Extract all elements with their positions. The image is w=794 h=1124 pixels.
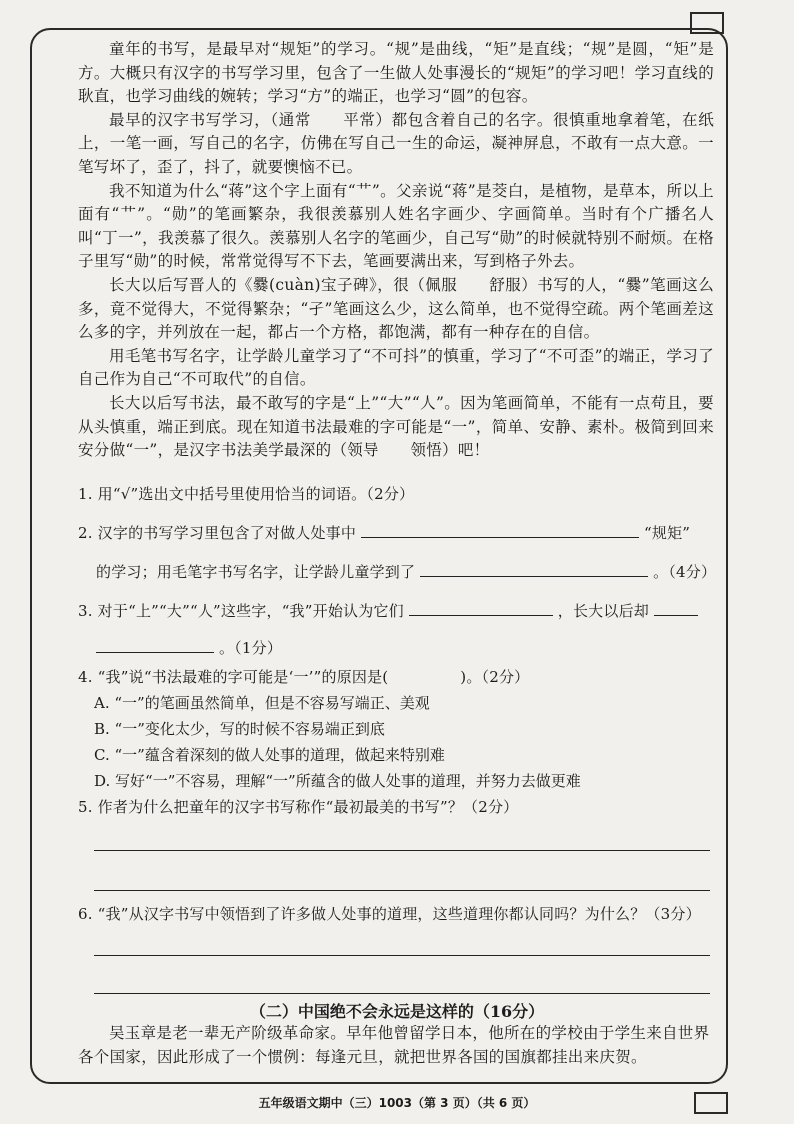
answer-blank[interactable] <box>654 601 698 616</box>
answer-line[interactable] <box>94 955 710 956</box>
score-box-top <box>690 12 724 34</box>
answer-blank[interactable] <box>409 601 553 616</box>
section-2-paragraph: 吴玉章是老一辈无产阶级革命家。早年他曾留学日本，他所在的学校由于学生来自世界各个国家，因此形成了一个惯例：每逢元旦，就把世界各国的国旗都挂出来庆贺。 <box>78 1024 710 1066</box>
answer-blank[interactable] <box>420 562 648 577</box>
reading-passage <box>78 38 714 463</box>
question-4-points: )。（2分） <box>460 668 530 686</box>
passage-paragraph: 用毛笔书写名字，让学龄儿童学习了“不可抖”的慎重，学习了“不可歪”的端正，学习了自己作为自己“不可取代”的自信。 <box>78 346 714 389</box>
option-d: D. 写好“一”不容易，理解“一”所蕴含的做人处事的道理，并努力去做更难 <box>94 772 581 790</box>
passage-paragraph: 童年的书写，是最早对“规矩”的学习。“规”是曲线，“矩”是直线；“规”是圆，“矩”是方。大概只有汉字的书写学习里，包含了一生做人处事漫长的“规矩”的学习吧！学习直线的耿直，也学习曲线的婉转；学习“方”的端正，也学习“圆”的包容。 <box>78 40 714 106</box>
question-4 <box>78 666 529 687</box>
passage-paragraph: 最早的汉字书写学习，（通常 平常）都包含着自己的名字。很慎重地拿着笔，在纸上，一笔一画，写自己的名字，仿佛在写自己一生的命运，凝神屏息，不敢有一点大意。一笔写坏了，歪了，抖了，就要懊恼不已。 <box>78 110 714 176</box>
question-2-text: 的学习；用毛笔字书写名字，让学龄儿童学到了 <box>96 563 416 581</box>
option-b: B. “一”变化太少，写的时候不容易端正到底 <box>94 720 385 738</box>
question-5: 5. 作者为什么把童年的汉字书写称作“最初最美的书写”？（2分） <box>78 798 519 816</box>
answer-line[interactable] <box>94 850 710 851</box>
answer-blank[interactable] <box>361 523 639 538</box>
question-2-line-2 <box>96 561 716 582</box>
option-a: A. “一”的笔画虽然简单，但是不容易写端正、美观 <box>94 694 430 712</box>
answer-blank[interactable] <box>96 638 214 653</box>
option-c: C. “一”蕴含着深刻的做人处事的道理，做起来特别难 <box>94 746 445 764</box>
question-2-points: 。（4分） <box>653 563 717 581</box>
question-2-text: “规矩” <box>644 524 691 542</box>
section-title: （二）中国绝不会永远是这样的（16分） <box>249 1002 545 1021</box>
question-2-text: 2. 汉字的书写学习里包含了对做人处事中 <box>78 524 357 542</box>
passage-paragraph: 长大以后写书法，最不敢写的字是“上”“大”“人”。因为笔画简单，不能有一点苟且，要从头慎重，端正到底。现在知道书法最难的字可能是“一”，简单、安静、素朴。极简到回来安分做“一”，是汉字书法美学最深的（领导 领悟）吧！ <box>78 393 714 460</box>
page-footer: 五年级语文期中（三）1003（第 3 页）（共 6 页） <box>258 1096 536 1110</box>
passage-paragraph: 长大以后写晋人的《爨(cuàn)宝子碑》，很（佩服 舒服）书写的人，“爨”笔画这么多，竟不觉得大，不觉得繁杂；“孑”笔画这么少，这么简单，也不觉得空疏。两个笔画差这么多的字，并列放在一起，都占一个方格，都饱满，都有一种存在的自信。 <box>78 275 714 342</box>
question-6: 6. “我”从汉字书写中领悟到了许多做人处事的道理，这些道理你都认同吗？为什么？（3分） <box>78 905 701 923</box>
question-3-text: 3. 对于“上”“大”“人”这些字，“我”开始认为它们 <box>78 602 404 620</box>
answer-line[interactable] <box>94 890 710 891</box>
question-3-line-1 <box>78 600 698 621</box>
question-4-text: 4. “我”说“书法最难的字可能是‘一’”的原因是( <box>78 668 389 686</box>
question-1: 1. 用“√”选出文中括号里使用恰当的词语。（2分） <box>78 485 415 503</box>
question-2-line-1 <box>78 522 690 543</box>
answer-line[interactable] <box>94 993 710 994</box>
question-3-line-2 <box>96 637 282 658</box>
question-3-points: 。（1分） <box>218 639 283 657</box>
question-3-text: ，长大以后却 <box>557 602 649 620</box>
passage-paragraph: 我不知道为什么“蒋”这个字上面有“艹”。父亲说“蒋”是茭白，是植物，是草本，所以上面有“艹”。“勋”的笔画繁杂，我很羡慕别人姓名字画少、字画简单。当时有个广播名人叫“丁一”，我羡慕了很久。羡慕别人名字的笔画少，自己写“勋”的时候就特别不耐烦。在格子里写“勋”的时候，常常觉得写不下去，笔画要满出来，写到格子外去。 <box>78 181 714 271</box>
